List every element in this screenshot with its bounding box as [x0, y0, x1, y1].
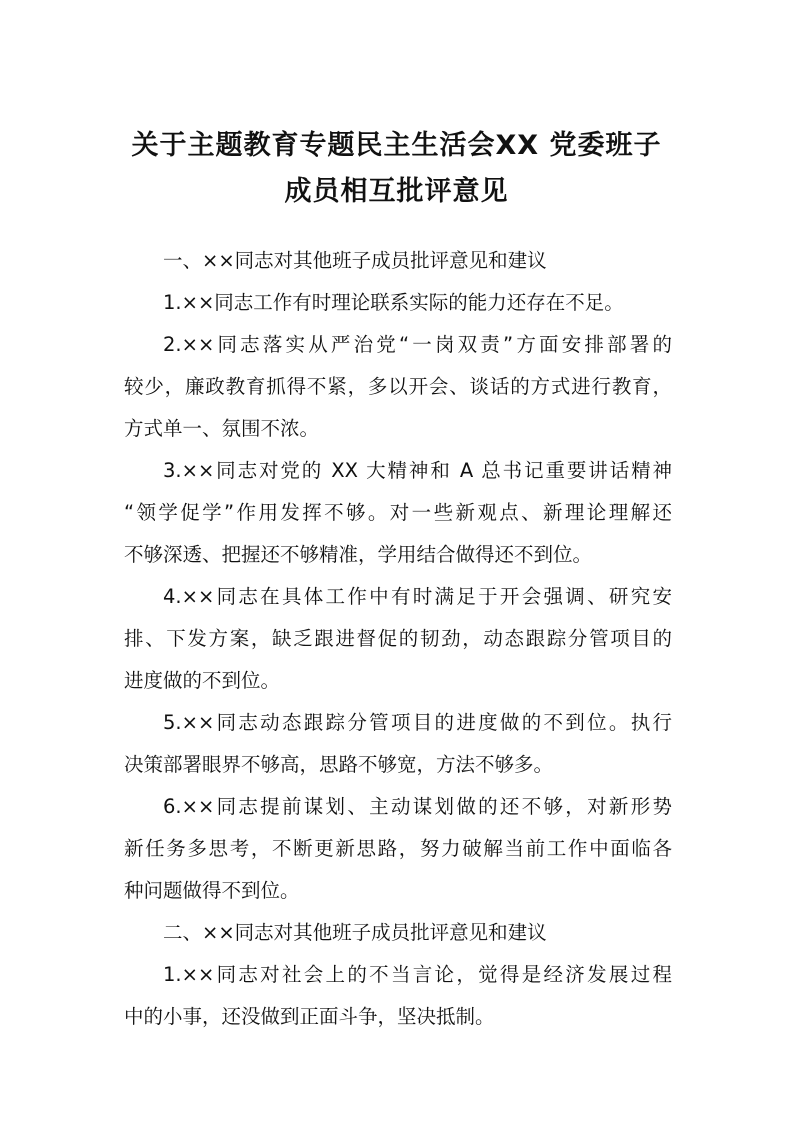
paragraph-line: 进度做的不到位。 — [124, 669, 281, 692]
section-heading-2: 二、××同志对其他班子成员批评意见和建议 — [163, 921, 547, 944]
paragraph-line: 决策部署眼界不够高，思路不够宽，方法不够多。 — [124, 753, 554, 776]
paragraph-line: 2.××同志落实从严治党“一岗双责”方面安排部署的 — [163, 333, 672, 356]
paragraph-line: 中的小事，还没做到正面斗争，坚决抵制。 — [124, 1005, 495, 1028]
paragraph-line: 1.××同志工作有时理论联系实际的能力还存在不足。 — [163, 291, 624, 314]
paragraph-line: 种问题做得不到位。 — [124, 879, 300, 902]
paragraph-line: 1.××同志对社会上的不当言论，觉得是经济发展过程 — [163, 963, 672, 986]
paragraph-line: “领学促学”作用发挥不够。对一些新观点、新理论理解还 — [124, 501, 672, 524]
paragraph-line: 5.××同志动态跟踪分管项目的进度做的不到位。执行 — [163, 711, 672, 734]
paragraph-line: 不够深透、把握还不够精准，学用结合做得还不到位。 — [124, 543, 593, 566]
paragraph-line: 4.××同志在具体工作中有时满足于开会强调、研究安 — [163, 585, 672, 608]
document-title-line-1: 关于主题教育专题民主生活会XX 党委班子 — [131, 130, 662, 161]
paragraph-line: 较少，廉政教育抓得不紧，多以开会、谈话的方式进行教育， — [124, 375, 672, 398]
paragraph-line: 排、下发方案，缺乏跟进督促的韧劲，动态跟踪分管项目的 — [124, 627, 672, 650]
paragraph-line: 方式单一、氛围不浓。 — [124, 417, 320, 440]
paragraph-line: 3.××同志对党的 XX 大精神和 A 总书记重要讲话精神 — [163, 459, 672, 482]
section-heading-1: 一、××同志对其他班子成员批评意见和建议 — [163, 249, 547, 272]
document-title-line-2: 成员相互批评意见 — [284, 176, 509, 207]
paragraph-line: 新任务多思考，不断更新思路，努力破解当前工作中面临各 — [124, 837, 672, 860]
paragraph-line: 6.××同志提前谋划、主动谋划做的还不够，对新形势 — [163, 795, 672, 818]
